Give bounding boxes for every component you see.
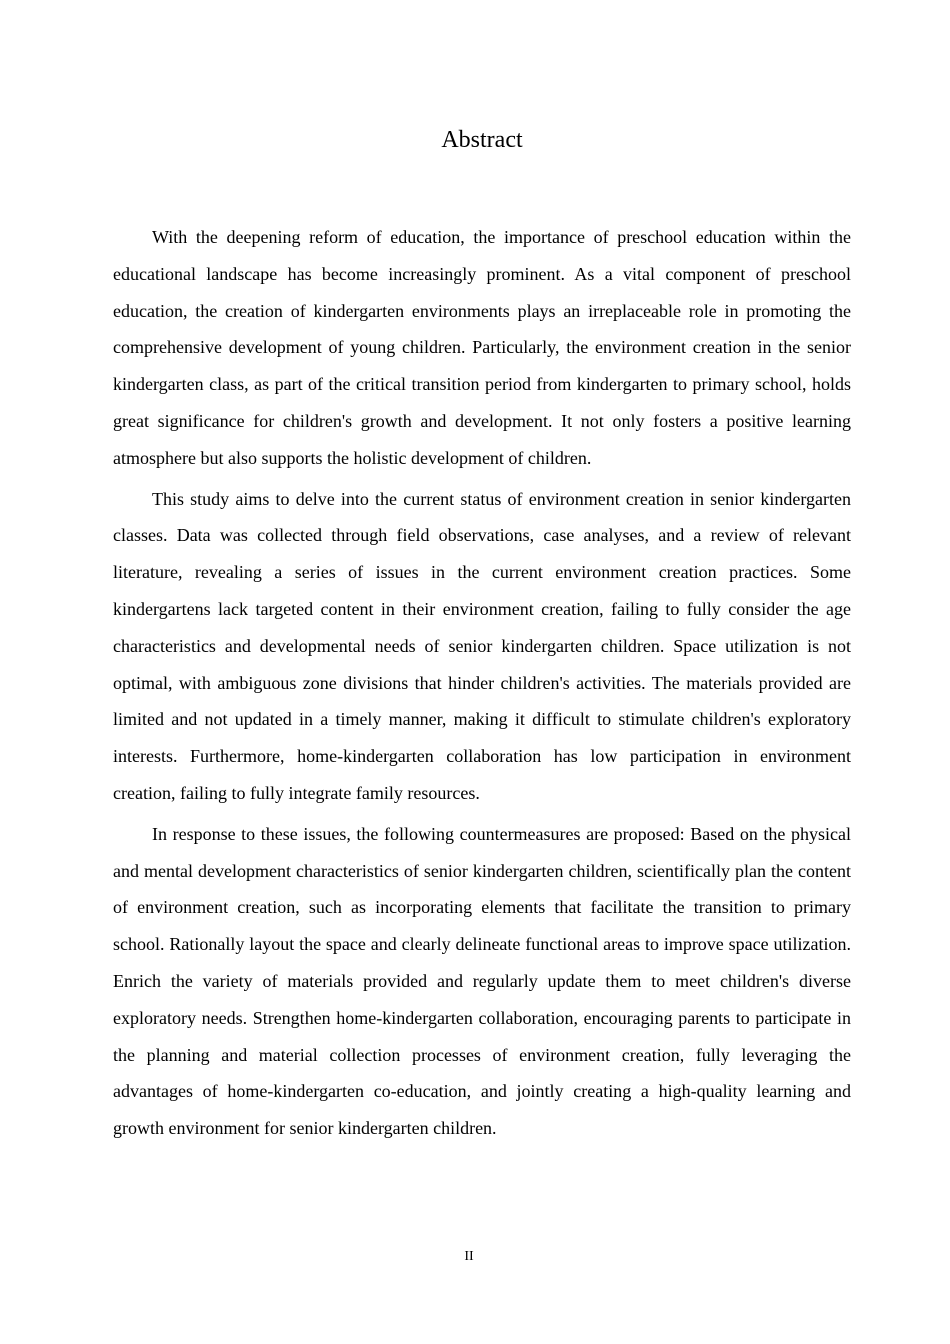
abstract-body bbox=[113, 219, 851, 1151]
abstract-paragraph-1: With the deepening reform of education, the importance of preschool education within the educational landscape has become increasingly prominent. As a vital component of preschool education, the creation of kindergarten environments plays an irreplaceable role in promoting the comprehensive development of young children. Particularly, the environment creation in the senior kindergarten class, as part of the critical transition period from kindergarten to primary school, holds great significance for children's growth and development. It not only fosters a positive learning atmosphere but also supports the holistic development of children. bbox=[113, 227, 851, 468]
abstract-paragraph-3: In response to these issues, the following countermeasures are proposed: Based on the physical and mental development characteristics of senior kindergarten children, scientifically plan the content of environment creation, such as incorporating elements that facilitate the transition to primary school. Rationally layout the space and clearly delineate functional areas to improve space utilization. Enrich the variety of materials provided and regularly update them to meet children's diverse exploratory needs. Strengthen home-kindergarten collaboration, encouraging parents to participate in the planning and material collection processes of environment creation, fully leveraging the advantages of home-kindergarten co-education, and jointly creating a high-quality learning and growth environment for senior kindergarten children. bbox=[113, 823, 851, 1139]
page-number: II bbox=[464, 1249, 474, 1264]
abstract-paragraph-2: This study aims to delve into the current status of environment creation in senior kindergarten classes. Data was collected through field observations, case analyses, and a review of relevant literature, revealing a series of issues in the current environment creation practices. Some kindergartens lack targeted content in their environment creation, failing to fully consider the age characteristics and developmental needs of senior kindergarten children. Space utilization is not optimal, with ambiguous zone divisions that hinder children's activities. The materials provided are limited and not updated in a timely manner, making it difficult to stimulate children's exploratory interests. Furthermore, home-kindergarten collaboration has low participation in environment creation, failing to fully integrate family resources. bbox=[113, 488, 851, 803]
page-title: Abstract bbox=[441, 127, 523, 153]
